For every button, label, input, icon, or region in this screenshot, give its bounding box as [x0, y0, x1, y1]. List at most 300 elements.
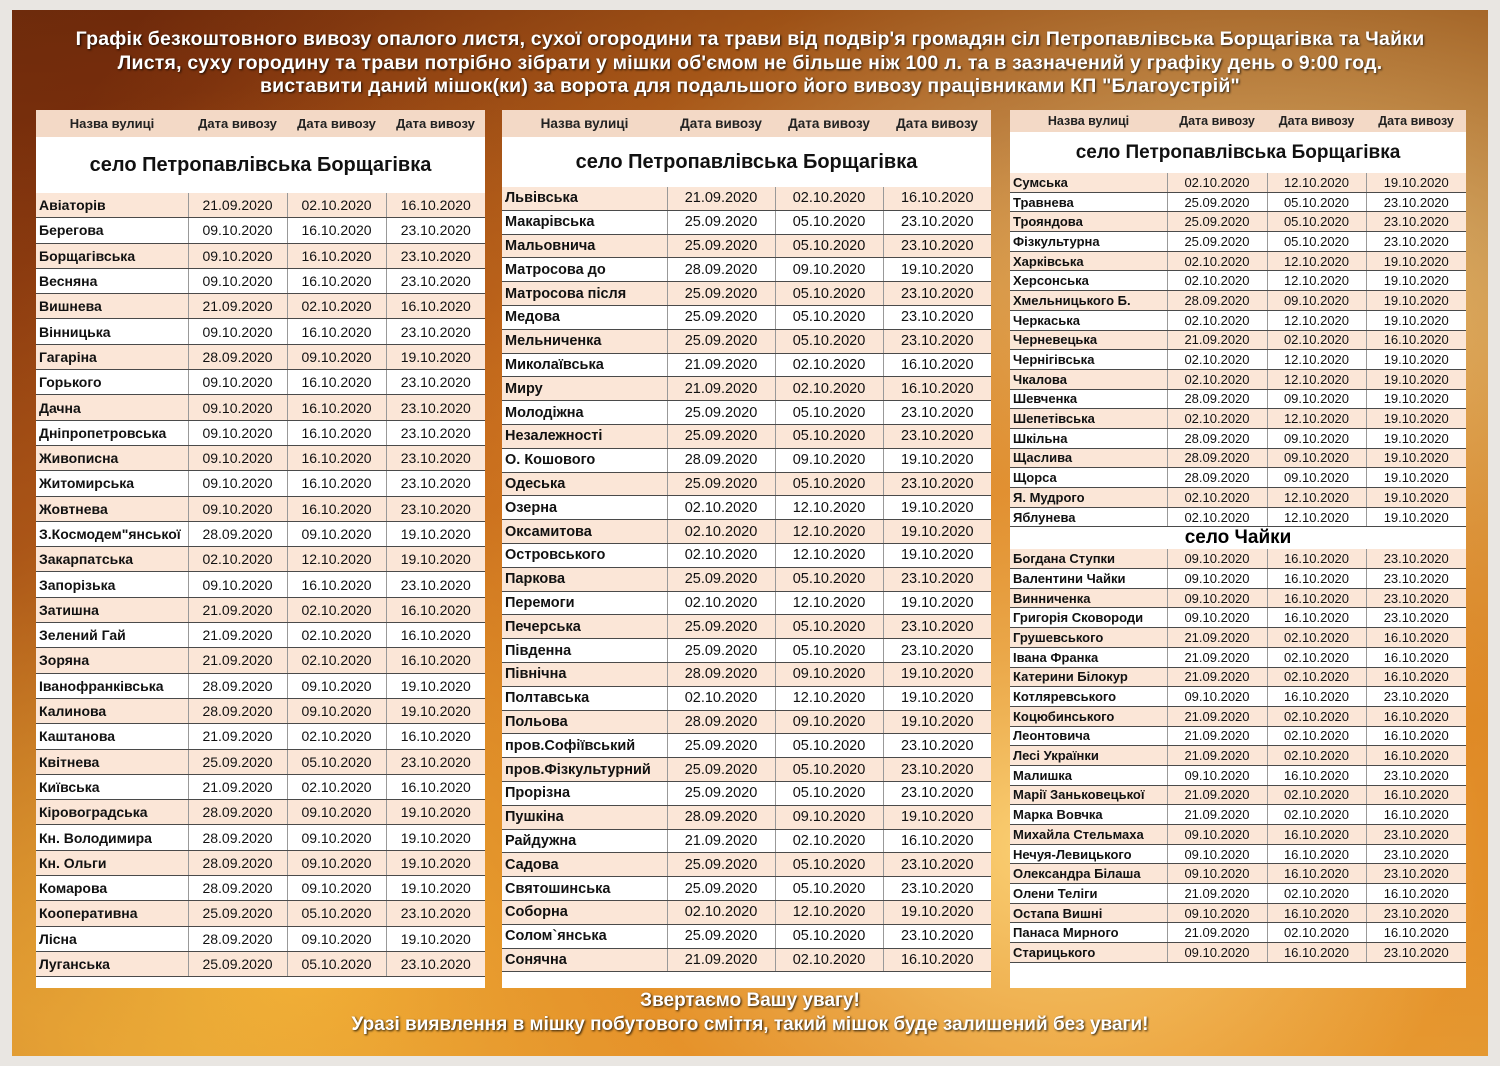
pickup-date: 16.10.2020: [287, 445, 386, 470]
street-name: Кооперативна: [36, 901, 188, 926]
pickup-date: 05.10.2020: [775, 758, 883, 782]
pickup-date: 16.10.2020: [883, 353, 991, 377]
pickup-date: 25.09.2020: [667, 210, 775, 234]
pickup-date: 19.10.2020: [883, 686, 991, 710]
street-name: Винниченка: [1010, 588, 1167, 608]
pickup-date: 02.10.2020: [287, 193, 386, 218]
street-name: Авіаторів: [36, 193, 188, 218]
pickup-date: 16.10.2020: [1366, 746, 1466, 766]
pickup-date: 12.10.2020: [775, 520, 883, 544]
pickup-date: 23.10.2020: [386, 395, 485, 420]
pickup-date: 02.10.2020: [1167, 310, 1267, 330]
table-row: [502, 591, 991, 615]
table-row: [36, 344, 485, 369]
col-date1-header: Дата вивозу: [1167, 110, 1267, 132]
street-name: Сонячна: [502, 948, 667, 972]
table-row: [1010, 271, 1466, 291]
street-name: Коцюбинського: [1010, 706, 1167, 726]
pickup-date: 16.10.2020: [386, 294, 485, 319]
pickup-date: 09.10.2020: [188, 420, 287, 445]
street-name: Матросова після: [502, 282, 667, 306]
pickup-date: 02.10.2020: [287, 623, 386, 648]
pickup-date: 16.10.2020: [386, 724, 485, 749]
street-name: Фізкультурна: [1010, 232, 1167, 252]
pickup-date: 09.10.2020: [775, 662, 883, 686]
street-name: Марії Заньковецької: [1010, 785, 1167, 805]
pickup-date: 23.10.2020: [386, 319, 485, 344]
section-title: село Петропавлівська Борщагівка: [502, 137, 991, 187]
table-row: [502, 187, 991, 210]
street-name: Грушевського: [1010, 628, 1167, 648]
table-row: [1010, 667, 1466, 687]
table-row: [36, 547, 485, 572]
street-name: Паркова: [502, 567, 667, 591]
pickup-date: 05.10.2020: [775, 424, 883, 448]
table-row: [502, 853, 991, 877]
pickup-date: 23.10.2020: [883, 424, 991, 448]
pickup-date: 16.10.2020: [386, 648, 485, 673]
pickup-date: 25.09.2020: [1167, 192, 1267, 212]
table-row: [1010, 884, 1466, 904]
pickup-date: 23.10.2020: [883, 282, 991, 306]
street-name: Херсонська: [1010, 271, 1167, 291]
pickup-date: 02.10.2020: [1167, 507, 1267, 527]
pickup-date: 25.09.2020: [1167, 232, 1267, 252]
pickup-date: 23.10.2020: [883, 234, 991, 258]
pickup-date: 19.10.2020: [386, 673, 485, 698]
pickup-date: 09.10.2020: [1167, 844, 1267, 864]
pickup-date: 16.10.2020: [1267, 588, 1366, 608]
pickup-date: 16.10.2020: [287, 395, 386, 420]
pickup-date: 19.10.2020: [386, 344, 485, 369]
table-row: [1010, 291, 1466, 311]
pickup-date: 05.10.2020: [775, 210, 883, 234]
street-name: Кн. Ольги: [36, 850, 188, 875]
pickup-date: 25.09.2020: [667, 758, 775, 782]
street-name: Берегова: [36, 218, 188, 243]
pickup-date: 02.10.2020: [775, 377, 883, 401]
table-row: [36, 572, 485, 597]
table-row: [36, 597, 485, 622]
pickup-date: 25.09.2020: [667, 924, 775, 948]
pickup-date: 25.09.2020: [667, 282, 775, 306]
table-row: [1010, 212, 1466, 232]
pickup-date: 21.09.2020: [1167, 330, 1267, 350]
street-name: Мальовнича: [502, 234, 667, 258]
pickup-date: 05.10.2020: [775, 615, 883, 639]
table-row: [502, 377, 991, 401]
street-name: Соборна: [502, 900, 667, 924]
pickup-date: 23.10.2020: [883, 781, 991, 805]
pickup-date: 19.10.2020: [883, 900, 991, 924]
street-name: Яблунева: [1010, 507, 1167, 527]
pickup-date: 12.10.2020: [1267, 251, 1366, 271]
pickup-date: 23.10.2020: [386, 951, 485, 976]
pickup-date: 16.10.2020: [287, 268, 386, 293]
pickup-date: 09.10.2020: [287, 521, 386, 546]
table-row: [36, 218, 485, 243]
street-name: Островського: [502, 543, 667, 567]
street-name: Оксамитова: [502, 520, 667, 544]
street-name: Олени Теліги: [1010, 884, 1167, 904]
pickup-date: 05.10.2020: [1267, 192, 1366, 212]
pickup-date: 05.10.2020: [775, 567, 883, 591]
pickup-date: 28.09.2020: [188, 698, 287, 723]
pickup-date: 19.10.2020: [1366, 507, 1466, 527]
col-date2-header: Дата вивозу: [287, 110, 386, 137]
table-row: [1010, 628, 1466, 648]
pickup-date: 09.10.2020: [287, 926, 386, 951]
table-row: [1010, 588, 1466, 608]
pickup-date: 09.10.2020: [775, 805, 883, 829]
pickup-date: 05.10.2020: [1267, 212, 1366, 232]
table-row: [36, 774, 485, 799]
table-row: [1010, 173, 1466, 192]
pickup-date: 28.09.2020: [188, 521, 287, 546]
pickup-date: 21.09.2020: [1167, 628, 1267, 648]
street-name: Хмельницького Б.: [1010, 291, 1167, 311]
header: [12, 28, 1488, 99]
pickup-date: 28.09.2020: [667, 258, 775, 282]
pickup-date: 16.10.2020: [1267, 943, 1366, 963]
pickup-date: 09.10.2020: [1167, 608, 1267, 628]
pickup-date: 09.10.2020: [188, 268, 287, 293]
pickup-date: 16.10.2020: [1267, 903, 1366, 923]
pickup-date: 05.10.2020: [775, 924, 883, 948]
street-name: Олександра Білаша: [1010, 864, 1167, 884]
pickup-date: 12.10.2020: [775, 686, 883, 710]
pickup-date: 09.10.2020: [188, 445, 287, 470]
schedule-column-1: [36, 110, 485, 988]
pickup-date: 28.09.2020: [188, 850, 287, 875]
street-name: Вінницька: [36, 319, 188, 344]
pickup-date: 25.09.2020: [667, 615, 775, 639]
street-name: Валентини Чайки: [1010, 569, 1167, 589]
table-row: [1010, 232, 1466, 252]
table-row: [502, 543, 991, 567]
table-row: [36, 496, 485, 521]
schedule-table-2: [502, 110, 991, 972]
pickup-date: 23.10.2020: [1366, 549, 1466, 568]
pickup-date: 09.10.2020: [1267, 428, 1366, 448]
pickup-date: 16.10.2020: [1267, 864, 1366, 884]
pickup-date: 02.10.2020: [1267, 805, 1366, 825]
pickup-date: 25.09.2020: [667, 234, 775, 258]
table-row: [1010, 350, 1466, 370]
street-name: Матросова до: [502, 258, 667, 282]
street-name: Дніпропетровська: [36, 420, 188, 445]
pickup-date: 25.09.2020: [188, 749, 287, 774]
street-name: Макарівська: [502, 210, 667, 234]
pickup-date: 19.10.2020: [1366, 488, 1466, 508]
pickup-date: 12.10.2020: [775, 543, 883, 567]
street-name: Чкалова: [1010, 369, 1167, 389]
street-name: Остапа Вишні: [1010, 903, 1167, 923]
pickup-date: 02.10.2020: [1167, 350, 1267, 370]
table-row: [1010, 192, 1466, 212]
pickup-date: 21.09.2020: [1167, 706, 1267, 726]
pickup-date: 23.10.2020: [1366, 765, 1466, 785]
street-name: Богдана Ступки: [1010, 549, 1167, 568]
pickup-date: 02.10.2020: [667, 686, 775, 710]
street-name: Кн. Володимира: [36, 825, 188, 850]
pickup-date: 02.10.2020: [1267, 647, 1366, 667]
pickup-date: 21.09.2020: [667, 187, 775, 210]
pickup-date: 09.10.2020: [188, 572, 287, 597]
pickup-date: 02.10.2020: [1267, 726, 1366, 746]
street-name: Запорізька: [36, 572, 188, 597]
pickup-date: 09.10.2020: [287, 698, 386, 723]
street-name: Північна: [502, 662, 667, 686]
pickup-date: 23.10.2020: [883, 567, 991, 591]
pickup-date: 02.10.2020: [1267, 785, 1366, 805]
table-row: [502, 781, 991, 805]
pickup-date: 21.09.2020: [1167, 884, 1267, 904]
street-name: Солом`янська: [502, 924, 667, 948]
pickup-date: 19.10.2020: [1366, 369, 1466, 389]
pickup-date: 21.09.2020: [667, 948, 775, 972]
table-row: [1010, 943, 1466, 963]
street-name: Прорізна: [502, 781, 667, 805]
col-street-header: Назва вулиці: [502, 110, 667, 137]
pickup-date: 16.10.2020: [883, 187, 991, 210]
table-row: [502, 662, 991, 686]
pickup-date: 02.10.2020: [667, 543, 775, 567]
pickup-date: 16.10.2020: [287, 218, 386, 243]
street-name: Сумська: [1010, 173, 1167, 192]
pickup-date: 21.09.2020: [1167, 805, 1267, 825]
pickup-date: 19.10.2020: [883, 591, 991, 615]
header-line-2: Листя, суху городину та трави потрібно зібрати у мішки об'ємом не більше ніж 100 л. та в зазначений у графіку день о 9:00 год.: [117, 51, 1383, 74]
pickup-date: 25.09.2020: [667, 424, 775, 448]
table-row: [502, 734, 991, 758]
table-row: [1010, 687, 1466, 707]
pickup-date: 09.10.2020: [1267, 468, 1366, 488]
pickup-date: 16.10.2020: [287, 370, 386, 395]
pickup-date: 19.10.2020: [1366, 350, 1466, 370]
pickup-date: 16.10.2020: [1366, 805, 1466, 825]
street-name: Шкільна: [1010, 428, 1167, 448]
pickup-date: 19.10.2020: [1366, 409, 1466, 429]
table-row: [502, 900, 991, 924]
pickup-date: 16.10.2020: [386, 623, 485, 648]
pickup-date: 02.10.2020: [667, 496, 775, 520]
pickup-date: 02.10.2020: [1267, 628, 1366, 648]
pickup-date: 19.10.2020: [883, 662, 991, 686]
pickup-date: 16.10.2020: [287, 496, 386, 521]
pickup-date: 23.10.2020: [386, 901, 485, 926]
pickup-date: 16.10.2020: [1366, 884, 1466, 904]
street-name: Жовтнева: [36, 496, 188, 521]
street-name: Панаса Мирного: [1010, 923, 1167, 943]
pickup-date: 21.09.2020: [1167, 647, 1267, 667]
pickup-date: 23.10.2020: [386, 749, 485, 774]
pickup-date: 02.10.2020: [775, 829, 883, 853]
col-date3-header: Дата вивозу: [1366, 110, 1466, 132]
street-name: Весняна: [36, 268, 188, 293]
pickup-date: 02.10.2020: [1267, 923, 1366, 943]
table-row: [1010, 785, 1466, 805]
pickup-date: 25.09.2020: [667, 472, 775, 496]
col-date2-header: Дата вивозу: [1267, 110, 1366, 132]
header-line-1: Графік безкоштовного вивозу опалого листя, сухої огородини та трави від подвір'я громадян сіл Петропавлівська Борщагівка та Чайки: [75, 28, 1425, 50]
table-row: [36, 395, 485, 420]
pickup-date: 19.10.2020: [1366, 468, 1466, 488]
pickup-date: 02.10.2020: [1267, 746, 1366, 766]
pickup-date: 09.10.2020: [1167, 825, 1267, 845]
pickup-date: 12.10.2020: [775, 496, 883, 520]
pickup-date: 21.09.2020: [1167, 746, 1267, 766]
pickup-date: 19.10.2020: [1366, 173, 1466, 192]
table-row: [36, 521, 485, 546]
pickup-date: 09.10.2020: [188, 395, 287, 420]
street-name: Шевченка: [1010, 389, 1167, 409]
table-row: [502, 924, 991, 948]
pickup-date: 19.10.2020: [1366, 251, 1466, 271]
pickup-date: 09.10.2020: [1167, 864, 1267, 884]
pickup-date: 23.10.2020: [883, 853, 991, 877]
street-name: Святошинська: [502, 877, 667, 901]
table-row: [1010, 608, 1466, 628]
rows-table1: [36, 193, 485, 977]
table-row: [1010, 448, 1466, 468]
pickup-date: 16.10.2020: [386, 774, 485, 799]
footer-attention: Звертаємо Вашу увагу!: [640, 990, 860, 1011]
pickup-date: 25.09.2020: [188, 951, 287, 976]
pickup-date: 19.10.2020: [1366, 291, 1466, 311]
pickup-date: 19.10.2020: [386, 547, 485, 572]
pickup-date: 28.09.2020: [1167, 468, 1267, 488]
pickup-date: 25.09.2020: [667, 639, 775, 663]
street-name: Затишна: [36, 597, 188, 622]
table-row: [36, 319, 485, 344]
pickup-date: 02.10.2020: [287, 294, 386, 319]
pickup-date: 05.10.2020: [287, 951, 386, 976]
pickup-date: 09.10.2020: [188, 243, 287, 268]
table-row: [502, 401, 991, 425]
pickup-date: 02.10.2020: [775, 948, 883, 972]
table-row: [36, 850, 485, 875]
pickup-date: 09.10.2020: [287, 344, 386, 369]
table-row: [36, 724, 485, 749]
pickup-date: 19.10.2020: [1366, 448, 1466, 468]
pickup-date: 09.10.2020: [1167, 687, 1267, 707]
pickup-date: 19.10.2020: [883, 520, 991, 544]
pickup-date: 02.10.2020: [667, 900, 775, 924]
pickup-date: 09.10.2020: [188, 370, 287, 395]
pickup-date: 05.10.2020: [775, 329, 883, 353]
street-name: Калинова: [36, 698, 188, 723]
pickup-date: 19.10.2020: [386, 850, 485, 875]
pickup-date: 05.10.2020: [775, 305, 883, 329]
street-name: Зелений Гай: [36, 623, 188, 648]
pickup-date: 28.09.2020: [1167, 389, 1267, 409]
pickup-date: 12.10.2020: [1267, 173, 1366, 192]
pickup-date: 02.10.2020: [1167, 271, 1267, 291]
table-row: [502, 829, 991, 853]
pickup-date: 16.10.2020: [1366, 628, 1466, 648]
pickup-date: 09.10.2020: [287, 825, 386, 850]
pickup-date: 09.10.2020: [1267, 448, 1366, 468]
table-row: [502, 448, 991, 472]
street-name: пров.Софіївський: [502, 734, 667, 758]
street-name: Щорса: [1010, 468, 1167, 488]
table-row: [1010, 330, 1466, 350]
street-name: Лісна: [36, 926, 188, 951]
pickup-date: 19.10.2020: [883, 496, 991, 520]
rows-table4: [1010, 549, 1466, 962]
table-row: [1010, 903, 1466, 923]
table-row: [36, 673, 485, 698]
pickup-date: 16.10.2020: [287, 572, 386, 597]
pickup-date: 21.09.2020: [188, 623, 287, 648]
pickup-date: 02.10.2020: [1167, 369, 1267, 389]
pickup-date: 05.10.2020: [775, 234, 883, 258]
pickup-date: 16.10.2020: [287, 420, 386, 445]
street-name: Лесі Українки: [1010, 746, 1167, 766]
pickup-date: 09.10.2020: [775, 258, 883, 282]
pickup-date: 16.10.2020: [386, 193, 485, 218]
col-street-header: Назва вулиці: [36, 110, 188, 137]
street-name: Квітнева: [36, 749, 188, 774]
street-name: Шепетівська: [1010, 409, 1167, 429]
pickup-date: 05.10.2020: [775, 734, 883, 758]
col-date1-header: Дата вивозу: [188, 110, 287, 137]
table-row: [1010, 864, 1466, 884]
street-name: Малишка: [1010, 765, 1167, 785]
table-row: [502, 234, 991, 258]
street-name: Молодіжна: [502, 401, 667, 425]
schedule-table-3: [1010, 110, 1466, 963]
pickup-date: 09.10.2020: [188, 319, 287, 344]
table-row: [36, 243, 485, 268]
street-name: Київська: [36, 774, 188, 799]
pickup-date: 09.10.2020: [1167, 569, 1267, 589]
table-row: [36, 370, 485, 395]
table-row: [1010, 409, 1466, 429]
pickup-date: 19.10.2020: [883, 710, 991, 734]
street-name: О. Кошового: [502, 448, 667, 472]
table-row: [36, 876, 485, 901]
pickup-date: 23.10.2020: [1366, 943, 1466, 963]
pickup-date: 25.09.2020: [667, 877, 775, 901]
pickup-date: 16.10.2020: [1267, 765, 1366, 785]
street-name: Перемоги: [502, 591, 667, 615]
street-name: Полтавська: [502, 686, 667, 710]
street-name: Луганська: [36, 951, 188, 976]
street-name: Пушкіна: [502, 805, 667, 829]
street-name: Трояндова: [1010, 212, 1167, 232]
street-name: Щаслива: [1010, 448, 1167, 468]
pickup-date: 16.10.2020: [287, 471, 386, 496]
table-row: [1010, 507, 1466, 527]
street-name: З.Космодем"янської: [36, 521, 188, 546]
pickup-date: 19.10.2020: [386, 876, 485, 901]
pickup-date: 12.10.2020: [287, 547, 386, 572]
pickup-date: 25.09.2020: [1167, 212, 1267, 232]
schedule-column-3: [1010, 110, 1466, 988]
street-name: Старицького: [1010, 943, 1167, 963]
pickup-date: 19.10.2020: [386, 926, 485, 951]
pickup-date: 23.10.2020: [883, 401, 991, 425]
footer-warning: Уразі виявлення в мішку побутового сміття, такий мішок буде залишений без уваги!: [351, 1014, 1149, 1035]
table-row: [502, 805, 991, 829]
table-row: [36, 648, 485, 673]
pickup-date: 28.09.2020: [667, 805, 775, 829]
pickup-date: 23.10.2020: [883, 877, 991, 901]
street-name: Я. Мудрого: [1010, 488, 1167, 508]
pickup-date: 02.10.2020: [287, 774, 386, 799]
